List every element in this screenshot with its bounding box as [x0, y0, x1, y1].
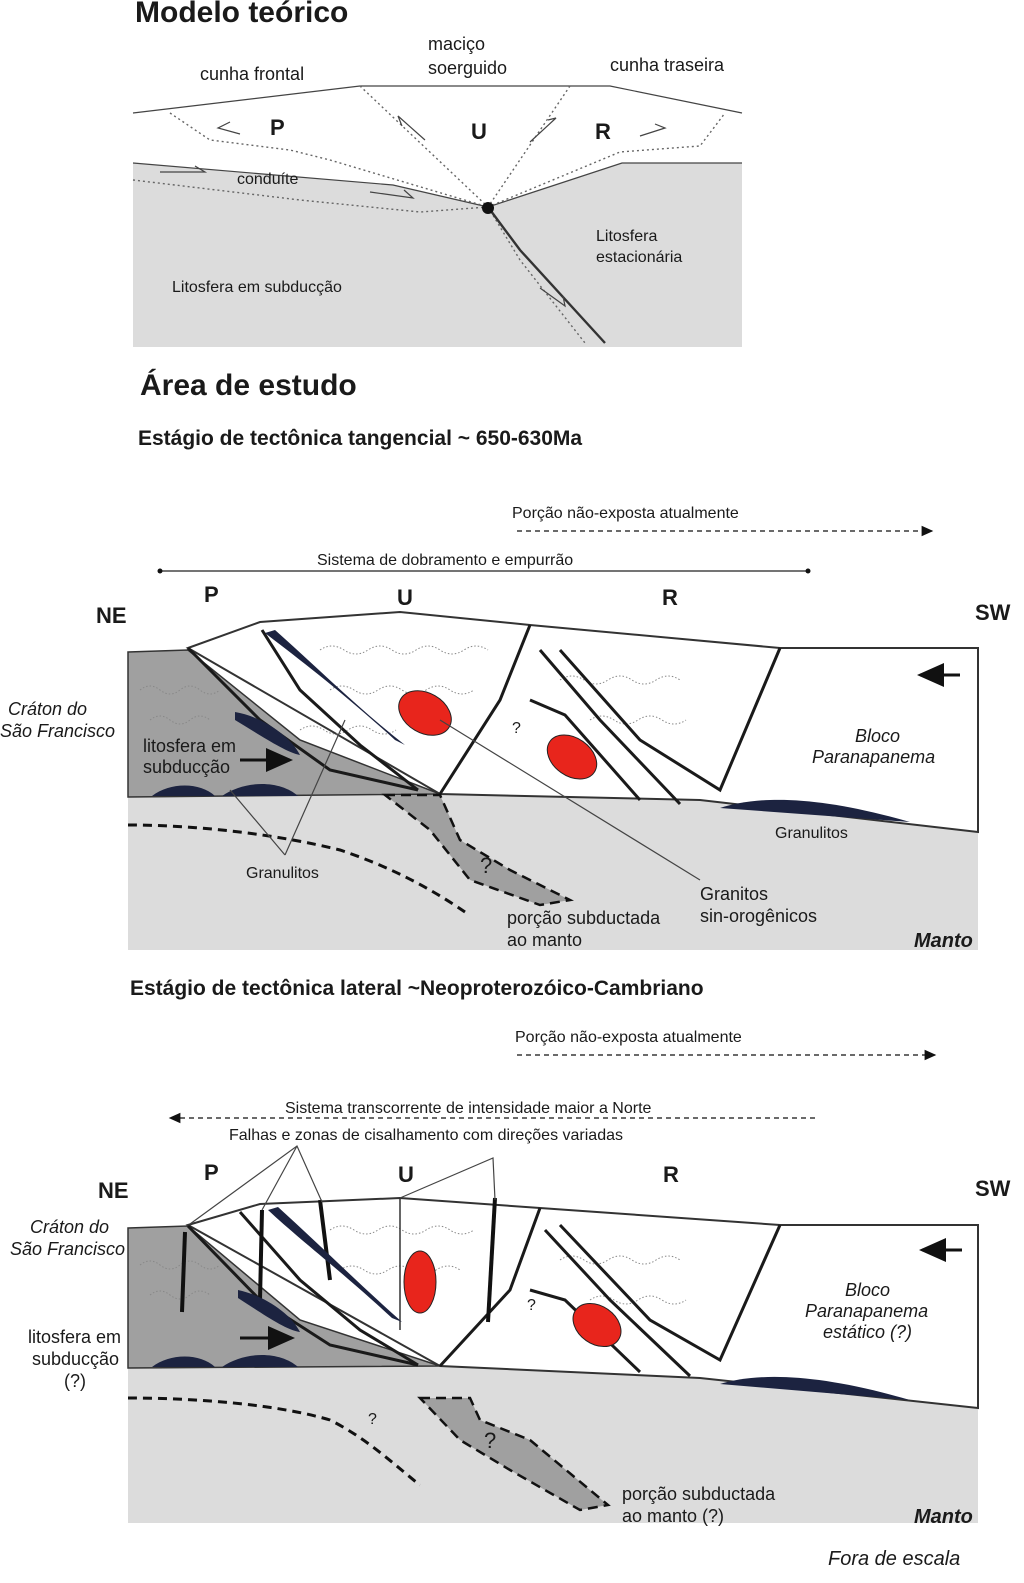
stage2-craton-1: Cráton do	[30, 1217, 110, 1237]
stage1-craton-1: Cráton do	[8, 699, 88, 719]
theoretical-model	[133, 0, 742, 347]
label-r-top: R	[595, 119, 611, 144]
stage1-porcao-label: Porção não-exposta atualmente	[512, 505, 739, 522]
stage2-porcao-sub-1: porção subductada	[622, 1484, 776, 1504]
stage2-q-2: ?	[368, 1411, 377, 1428]
stage2-bloco-2: Paranapanema	[805, 1301, 929, 1321]
stage2-porcao-label: Porção não-exposta atualmente	[515, 1029, 742, 1046]
stage1-title: Estágio de tectônica tangencial ~ 650-630Ma	[138, 427, 583, 450]
stage2-lito-2: subducção	[32, 1349, 120, 1369]
singularity-point	[482, 202, 494, 214]
stage1-granulitos-right: Granulitos	[775, 825, 848, 842]
label-p-top: P	[270, 115, 285, 140]
label-cunha-frontal: cunha frontal	[200, 64, 305, 84]
label-cunha-traseira: cunha traseira	[610, 55, 725, 75]
stage2-sw: SW	[975, 1176, 1011, 1201]
surface-line	[133, 86, 742, 113]
stage2-craton-2: São Francisco	[10, 1239, 126, 1259]
label-u-top: U	[471, 119, 487, 144]
label-conduite: conduíte	[237, 171, 299, 188]
stage2-porcao-sub-2: ao manto (?)	[622, 1506, 725, 1526]
stage-tangential	[0, 427, 1011, 952]
stage1-sw: SW	[975, 600, 1011, 625]
half-arrow-u-right	[530, 118, 556, 142]
scale-note: Fora de escala	[828, 1548, 961, 1570]
stage2-p: P	[204, 1160, 219, 1185]
stage1-craton-2: São Francisco	[0, 721, 116, 741]
study-area-title: Área de estudo	[140, 369, 357, 402]
stage1-granitos-2: sin-orogênicos	[700, 906, 818, 926]
stage1-granulitos-left: Granulitos	[246, 865, 319, 882]
label-macico-2: soerguido	[428, 58, 508, 78]
model-title: Modelo teórico	[135, 0, 349, 29]
stage-lateral	[10, 977, 1011, 1528]
stage1-lito-1: litosfera em	[143, 736, 237, 756]
stage1-lito-2: subducção	[143, 757, 231, 777]
stage2-ne: NE	[98, 1178, 129, 1203]
stage1-q-2: ?	[480, 853, 493, 878]
stage2-q-1: ?	[527, 1297, 536, 1314]
stage1-sistema-label: Sistema de dobramento e empurrão	[317, 552, 574, 569]
stage2-leader-2	[262, 1146, 297, 1210]
stage1-u: U	[397, 585, 413, 610]
stage2-bloco-1: Bloco	[845, 1280, 891, 1300]
stage2-granite-1	[404, 1251, 436, 1313]
stage2-r: R	[663, 1162, 679, 1187]
half-arrow-r	[640, 124, 665, 136]
stage2-falhas-label: Falhas e zonas de cisalhamento com direções variadas	[229, 1127, 623, 1144]
label-lito-sub: Litosfera em subducção	[172, 279, 342, 296]
stage1-porcao-sub-1: porção subductada	[507, 908, 661, 928]
stage2-vfault-2	[260, 1210, 262, 1300]
stage1-granitos-1: Granitos	[700, 884, 769, 904]
stage2-lito-1: litosfera em	[28, 1327, 122, 1347]
half-arrow-u-left	[398, 116, 425, 140]
stage1-bloco-1: Bloco	[855, 726, 901, 746]
stage2-u: U	[398, 1162, 414, 1187]
label-lito-est-2: estacionária	[596, 249, 683, 266]
stage2-manto: Manto	[914, 1506, 973, 1528]
stage1-r: R	[662, 585, 678, 610]
stage1-sistema-end-left	[158, 569, 163, 574]
label-macico-1: maciço	[428, 34, 486, 54]
stage1-porcao-sub-2: ao manto	[507, 930, 583, 950]
stage2-bloco-3: estático (?)	[823, 1322, 913, 1342]
stage1-ne: NE	[96, 603, 127, 628]
stage1-q-1: ?	[512, 720, 521, 737]
stage1-bloco-2: Paranapanema	[812, 747, 936, 767]
stage2-q-3: ?	[484, 1428, 497, 1453]
half-arrow-p	[218, 122, 240, 134]
stage2-sistema-label: Sistema transcorrente de intensidade maior a Norte	[285, 1100, 652, 1117]
label-lito-est-1: Litosfera	[596, 228, 658, 245]
stage1-sistema-end-right	[806, 569, 811, 574]
stage1-manto: Manto	[914, 930, 973, 952]
stage2-lito-3: (?)	[64, 1371, 86, 1391]
stage2-leader-3	[400, 1158, 495, 1200]
stage2-title: Estágio de tectônica lateral ~Neoproterozóico-Cambriano	[130, 977, 704, 1000]
stage1-p: P	[204, 582, 219, 607]
